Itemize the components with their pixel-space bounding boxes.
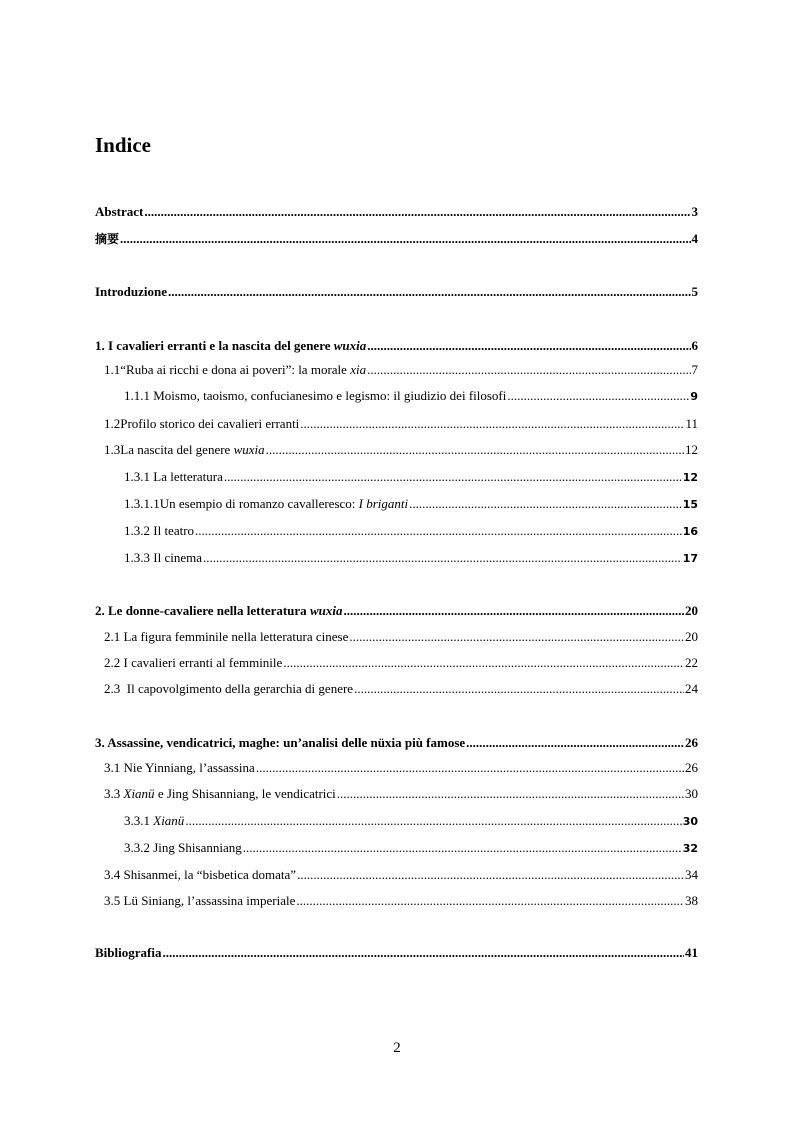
toc-entry-page: 16 (682, 525, 698, 538)
toc-entry-label: Introduzione (95, 284, 167, 299)
toc-entry-number: 1.3.1.1 (124, 496, 160, 511)
toc-entry-2-1[interactable] (104, 627, 698, 647)
label-text: 1. I cavalieri erranti e la nascita del genere (95, 338, 334, 353)
dot-leader (266, 440, 684, 460)
label-italic: wuxia (233, 442, 265, 457)
dot-leader (195, 521, 682, 541)
toc-entry-chapter-2[interactable] (95, 601, 698, 621)
toc-entry-number: 1.3 (104, 442, 121, 457)
toc-entry-page: 20 (685, 629, 698, 644)
toc-entry-label: 2.3 Il capovolgimento della gerarchia di genere (104, 681, 354, 696)
toc-entry-page: 5 (691, 284, 698, 299)
toc-entry-bibliografia[interactable] (95, 943, 698, 963)
toc-entry-page: 4 (691, 231, 698, 246)
toc-entry-page: 22 (685, 655, 698, 670)
dot-leader (507, 386, 689, 406)
dot-leader (185, 811, 681, 831)
toc-entry-page: 11 (685, 416, 698, 431)
toc-entry-1-1[interactable] (104, 360, 698, 380)
toc-entry-3-3[interactable] (104, 784, 698, 804)
toc-entry-chapter-3[interactable] (95, 733, 698, 753)
toc-entry-3-5[interactable] (104, 891, 698, 911)
toc-entry-page: 3 (691, 204, 698, 219)
toc-entry-page: 24 (685, 681, 698, 696)
dot-leader (120, 229, 690, 249)
toc-entry-label (120, 440, 264, 460)
toc-entry-label: Bibliografia (95, 945, 162, 960)
toc-entry-label: 3.1 Nie Yinniang, l’assassina (104, 760, 255, 775)
toc-entry-label: 1.3.1 La letteratura (124, 469, 223, 484)
toc-entry-1-3-2[interactable] (124, 521, 698, 541)
page-number: 2 (393, 1040, 401, 1056)
label-text: 2. Le donne-cavaliere nella letteratura (95, 603, 310, 618)
toc-entry-label: 1.3.2 Il teatro (124, 523, 195, 538)
toc-entry-page: 41 (685, 945, 698, 960)
toc-entry-number: 1.1 (104, 362, 121, 377)
toc-entry-label: 1.3.3 Il cinema (124, 550, 202, 565)
toc-entry-1-2[interactable] (104, 414, 698, 434)
toc-entry-1-3[interactable] (104, 440, 698, 460)
toc-entry-label: 3.3.2 Jing Shisanniang (124, 840, 242, 855)
toc-entry-page: 38 (685, 893, 698, 908)
toc-entry-label (95, 601, 342, 621)
toc-entry-page: 9 (690, 390, 698, 403)
toc-entry-page: 20 (685, 603, 698, 618)
dot-leader (300, 414, 684, 434)
label-text: e Jing Shisanniang, le vendicatrici (154, 786, 336, 801)
toc-entry-page: 12 (685, 442, 698, 457)
page-title: Indice (95, 133, 152, 157)
dot-leader (367, 336, 690, 356)
dot-leader (168, 282, 691, 302)
label-italic: wuxia (309, 603, 343, 618)
dot-leader (297, 865, 684, 885)
toc-entry-2-2[interactable] (104, 653, 698, 673)
toc-entry-page: 15 (682, 498, 698, 511)
toc-entry-label: 1.1.1 Moismo, taoismo, confucianesimo e legismo: il giudizio dei filosofi (124, 388, 507, 403)
toc-entry-label (160, 494, 408, 514)
dot-leader (343, 601, 684, 621)
toc-entry-page: 17 (682, 552, 698, 565)
dot-leader (283, 653, 684, 673)
toc-entry-chapter-1[interactable] (95, 336, 698, 356)
dot-leader (337, 784, 684, 804)
toc-entry-page: 26 (685, 735, 698, 750)
toc-entry-3-1[interactable] (104, 758, 698, 778)
toc-entry-3-3-2[interactable] (124, 838, 698, 858)
toc-entry-3-3-1[interactable] (124, 811, 698, 831)
toc-entry-label: 2.2 I cavalieri erranti al femminile (104, 655, 283, 670)
toc-entry-page: 34 (685, 867, 698, 882)
toc-entry-page: 7 (691, 362, 698, 377)
toc-entry-page: 30 (682, 815, 698, 828)
toc-entry-label (104, 784, 336, 804)
toc-entry-page: 32 (682, 842, 698, 855)
toc-entry-page: 12 (682, 471, 698, 484)
label-text: La nascita del genere (120, 442, 234, 457)
dot-leader (466, 733, 684, 753)
toc-entry-1-3-3[interactable] (124, 548, 698, 568)
toc-entry-introduzione[interactable] (95, 282, 698, 302)
toc-entry-1-3-1-1[interactable] (124, 494, 698, 514)
dot-leader (349, 627, 684, 647)
dot-leader (354, 679, 684, 699)
toc-entry-label: Abstract (95, 204, 144, 219)
dot-leader (243, 838, 682, 858)
toc-entry-label (124, 811, 184, 831)
toc-entry-label: 3.4 Shisanmei, la “bisbetica domata” (104, 867, 297, 882)
toc-entry-label: Profilo storico dei cavalieri erranti (120, 416, 300, 431)
toc-entry-label (95, 336, 366, 356)
toc-entry-label: 2.1 La figura femminile nella letteratura cinese (104, 629, 349, 644)
toc-entry-3-4[interactable] (104, 865, 698, 885)
dot-leader (144, 202, 690, 222)
dot-leader (409, 494, 682, 514)
label-italic: Xianü (123, 786, 155, 801)
label-italic: xia (350, 362, 367, 377)
label-italic: wuxia (333, 338, 367, 353)
toc-entry-label: 摘要 (95, 232, 120, 246)
toc-entry-number: 1.2 (104, 416, 121, 431)
toc-entry-label: 3. Assassine, vendicatrici, maghe: un’analisi delle nüxia più famose (95, 735, 466, 750)
dot-leader (256, 758, 684, 778)
toc-entry-chinese-abstract[interactable] (95, 229, 698, 249)
dot-leader (162, 943, 684, 963)
dot-leader (296, 891, 684, 911)
label-text: 3.3.1 (124, 813, 154, 828)
toc-entry-page: 26 (685, 760, 698, 775)
toc-entry-1-1-1[interactable] (124, 386, 698, 406)
toc-entry-2-3[interactable] (104, 679, 698, 699)
toc-entry-1-3-1[interactable] (124, 467, 698, 487)
toc-entry-page: 6 (691, 338, 698, 353)
label-text: Un esempio di romanzo cavalleresco: (159, 496, 359, 511)
toc-entry-label (120, 360, 366, 380)
dot-leader (367, 360, 690, 380)
label-italic: Xianü (153, 813, 185, 828)
toc-entry-abstract[interactable] (95, 202, 698, 222)
label-italic: I briganti (358, 496, 409, 511)
dot-leader (203, 548, 682, 568)
label-text: “Ruba ai ricchi e dona ai poveri”: la morale (120, 362, 351, 377)
dot-leader (224, 467, 682, 487)
toc-entry-label: 3.5 Lü Siniang, l’assassina imperiale (104, 893, 296, 908)
toc-entry-page: 30 (685, 786, 698, 801)
label-text: 3.3 (104, 786, 124, 801)
